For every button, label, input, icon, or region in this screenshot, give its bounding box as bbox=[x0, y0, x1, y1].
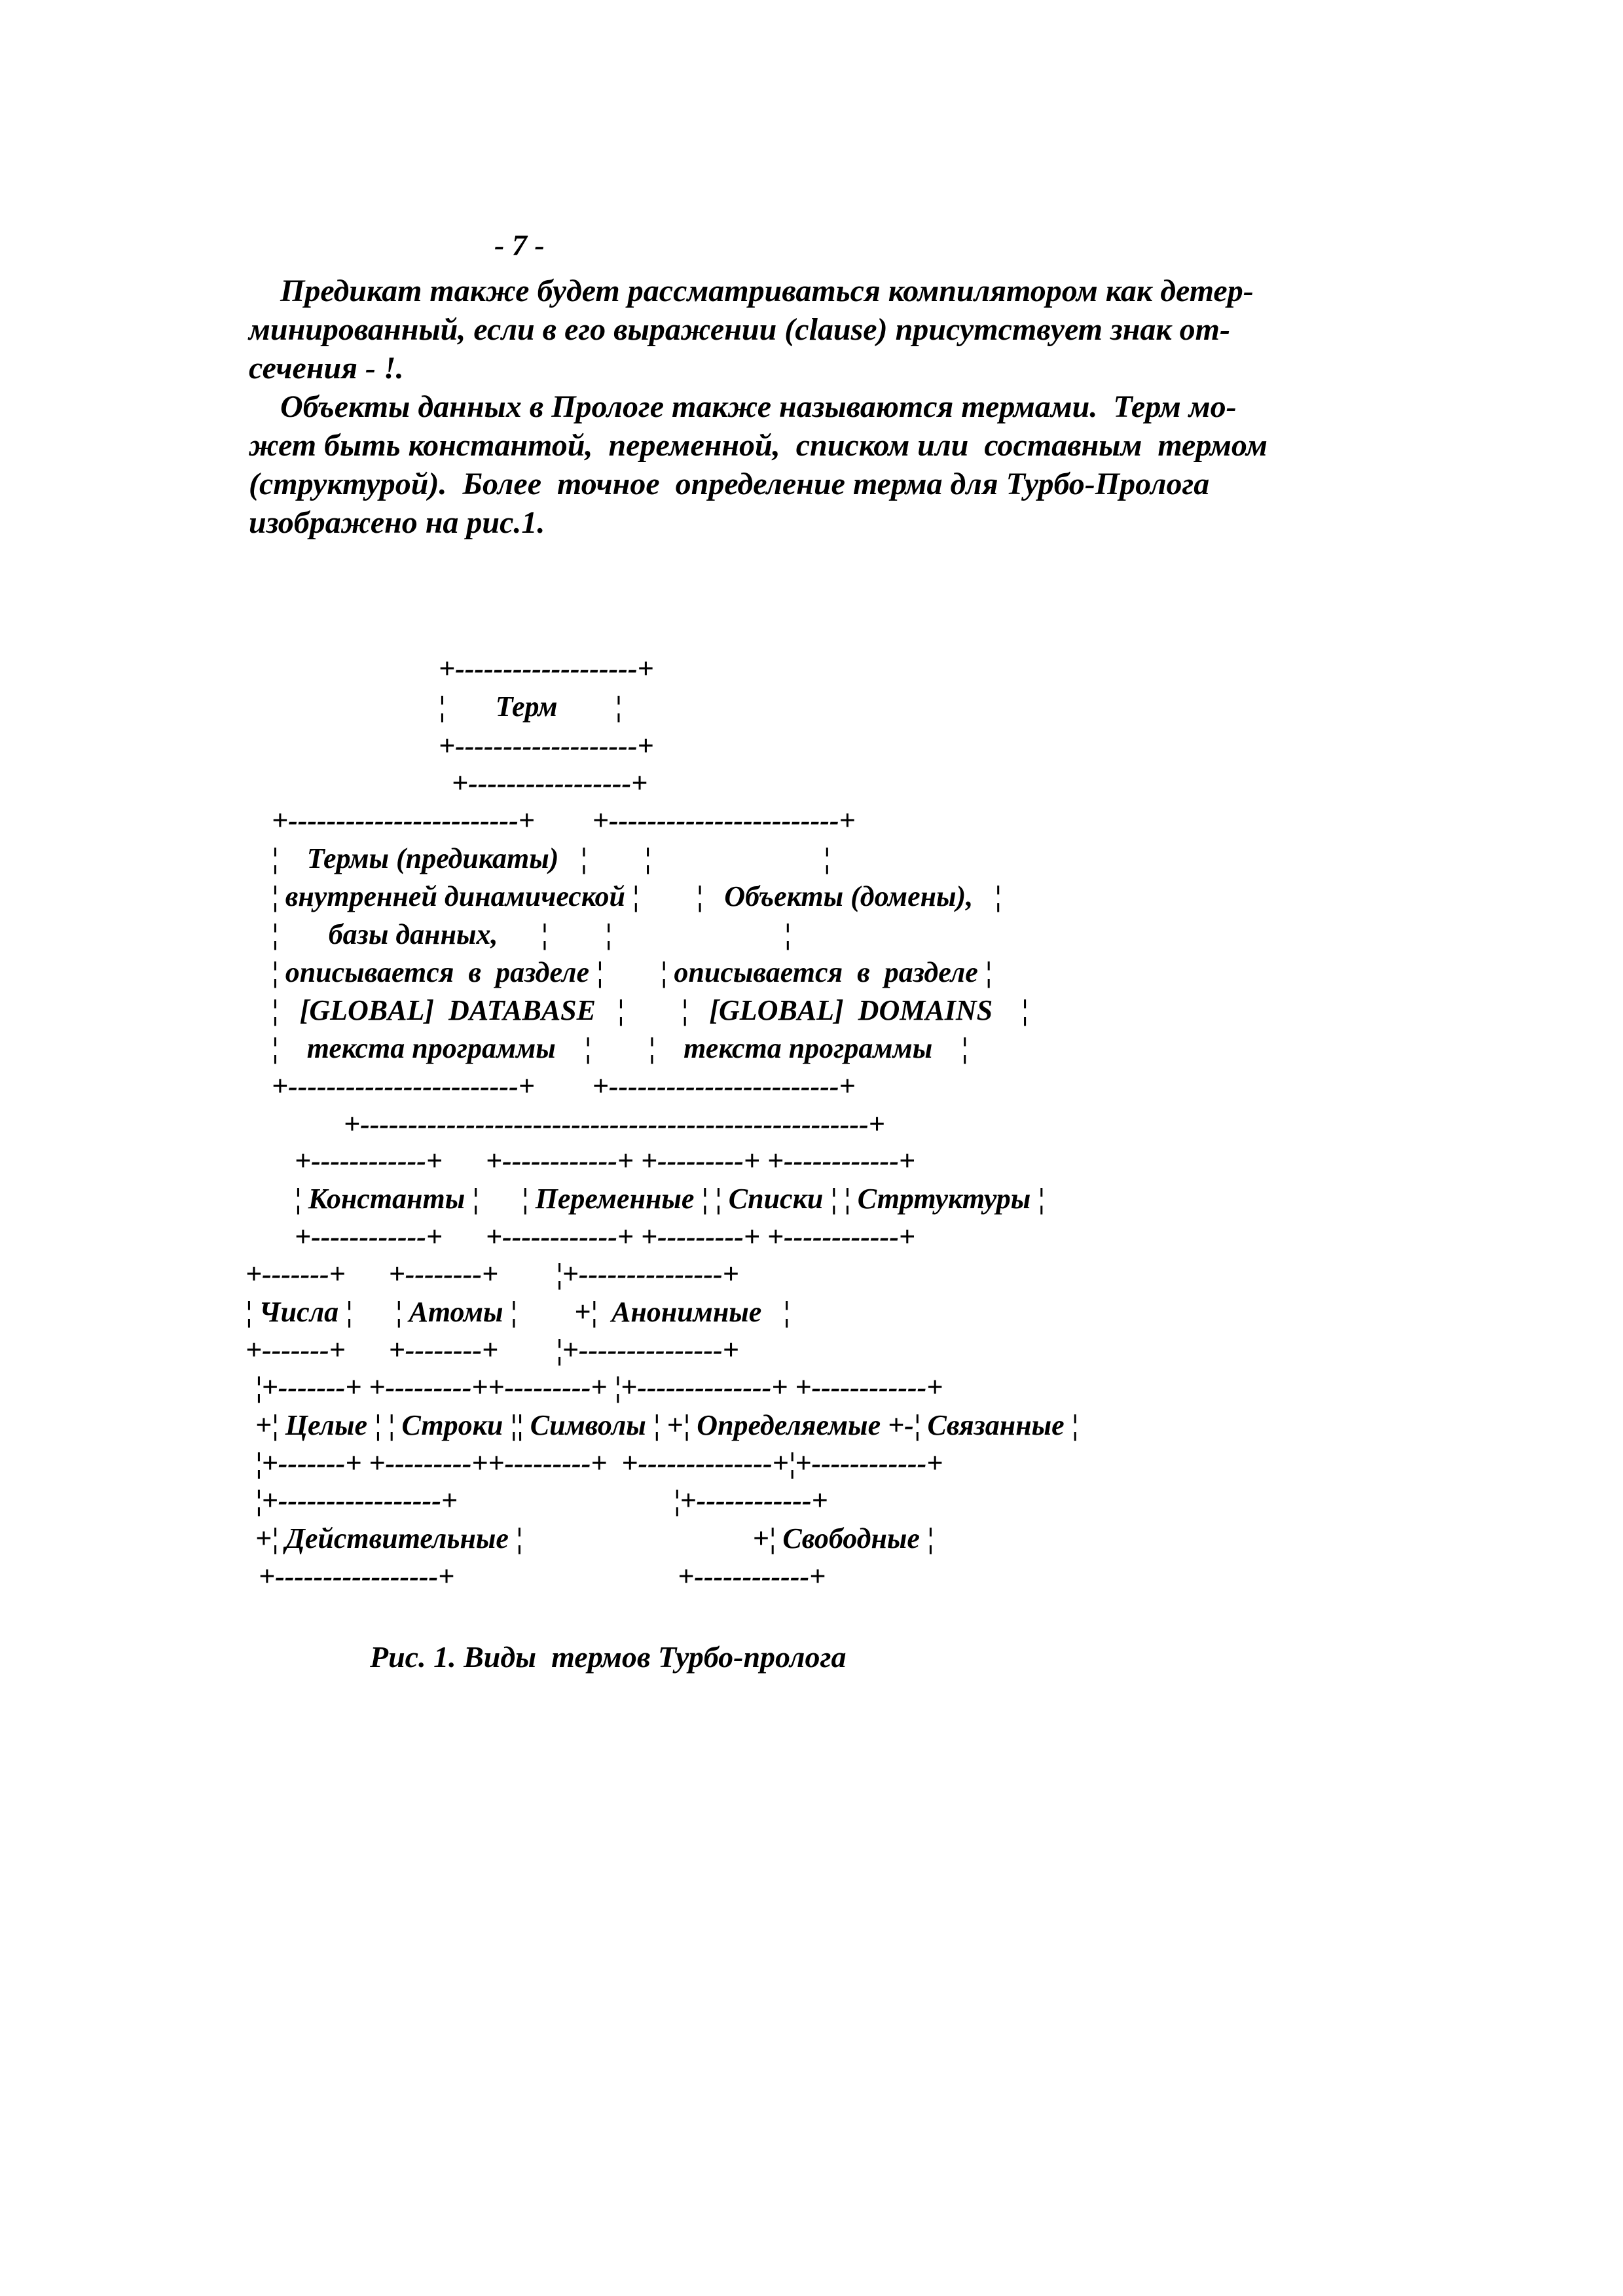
diagram-line: ¦ Терм ¦ bbox=[439, 691, 622, 723]
text-line: изображено на рис.1. bbox=[249, 505, 545, 540]
text-line: жет быть константой, переменной, списком или составным термом bbox=[249, 428, 1267, 463]
page-number: - 7 - bbox=[494, 228, 545, 262]
diagram-line: +-----------------------------------------------------+ bbox=[344, 1108, 885, 1140]
diagram-line: +-------+ +--------+ ¦+---------------+ bbox=[246, 1334, 739, 1366]
diagram-line: +-----------------+ +------------+ bbox=[259, 1560, 826, 1592]
text-line: (структурой). Более точное определение терма для Турбо-Пролога bbox=[249, 467, 1210, 501]
diagram-line: ¦ Термы (предикаты) ¦ ¦ ¦ bbox=[272, 842, 830, 874]
diagram-line: +------------+ +------------+ +---------+ +------------+ bbox=[295, 1221, 915, 1253]
text-line: Предикат также будет рассматриваться компилятором как детер- bbox=[249, 274, 1254, 308]
diagram-line: +-------------------+ bbox=[439, 730, 654, 762]
figure-caption: Рис. 1. Виды термов Турбо-пролога bbox=[370, 1640, 847, 1674]
diagram-line: +------------------------+ +------------------------+ bbox=[272, 1070, 856, 1102]
diagram-line: ¦+-------+ +---------++---------+ +--------------+¦+------------+ bbox=[255, 1447, 943, 1479]
diagram-line: +-------+ +--------+ ¦+---------------+ bbox=[246, 1258, 739, 1290]
diagram-line: ¦ описывается в разделе ¦ ¦ описывается в разделе ¦ bbox=[272, 956, 992, 988]
diagram-line: ¦ Константы ¦ ¦ Переменные ¦ ¦ Списки ¦ ¦ Стртуктуры ¦ bbox=[295, 1183, 1045, 1215]
diagram-line: +¦ Целые ¦ ¦ Строки ¦¦ Символы ¦ +¦ Определяемые +-¦ Связанные ¦ bbox=[255, 1409, 1078, 1441]
text-line: Объекты данных в Прологе также называются термами. Терм мо- bbox=[249, 389, 1237, 424]
diagram-line: +------------+ +------------+ +---------+ +------------+ bbox=[295, 1145, 915, 1177]
diagram-line: ¦ текста программы ¦ ¦ текста программы ¦ bbox=[272, 1032, 968, 1064]
diagram-line: ¦ [GLOBAL] DATABASE ¦ ¦ [GLOBAL] DOMAINS ¦ bbox=[272, 994, 1028, 1026]
diagram-line: +------------------------+ +------------------------+ bbox=[272, 804, 856, 836]
diagram-line: ¦+-----------------+ ¦+------------+ bbox=[255, 1484, 828, 1516]
diagram-line: +-----------------+ bbox=[452, 767, 648, 799]
text-line: сечения - !. bbox=[249, 351, 404, 386]
text-line: минированный, если в его выражении (clause) присутствует знак от- bbox=[249, 312, 1230, 347]
diagram-line: ¦ внутренней динамической ¦ ¦ Объекты (домены), ¦ bbox=[272, 880, 1001, 912]
diagram-line: ¦ Числа ¦ ¦ Атомы ¦ +¦ Анонимные ¦ bbox=[246, 1296, 790, 1328]
diagram-line: ¦+-------+ +---------++---------+ ¦+--------------+ +------------+ bbox=[255, 1371, 943, 1403]
diagram-line: +-------------------+ bbox=[439, 653, 654, 685]
diagram-line: +¦ Действительные ¦ +¦ Свободные ¦ bbox=[255, 1522, 934, 1554]
diagram-line: ¦ базы данных, ¦ ¦ ¦ bbox=[272, 918, 791, 950]
